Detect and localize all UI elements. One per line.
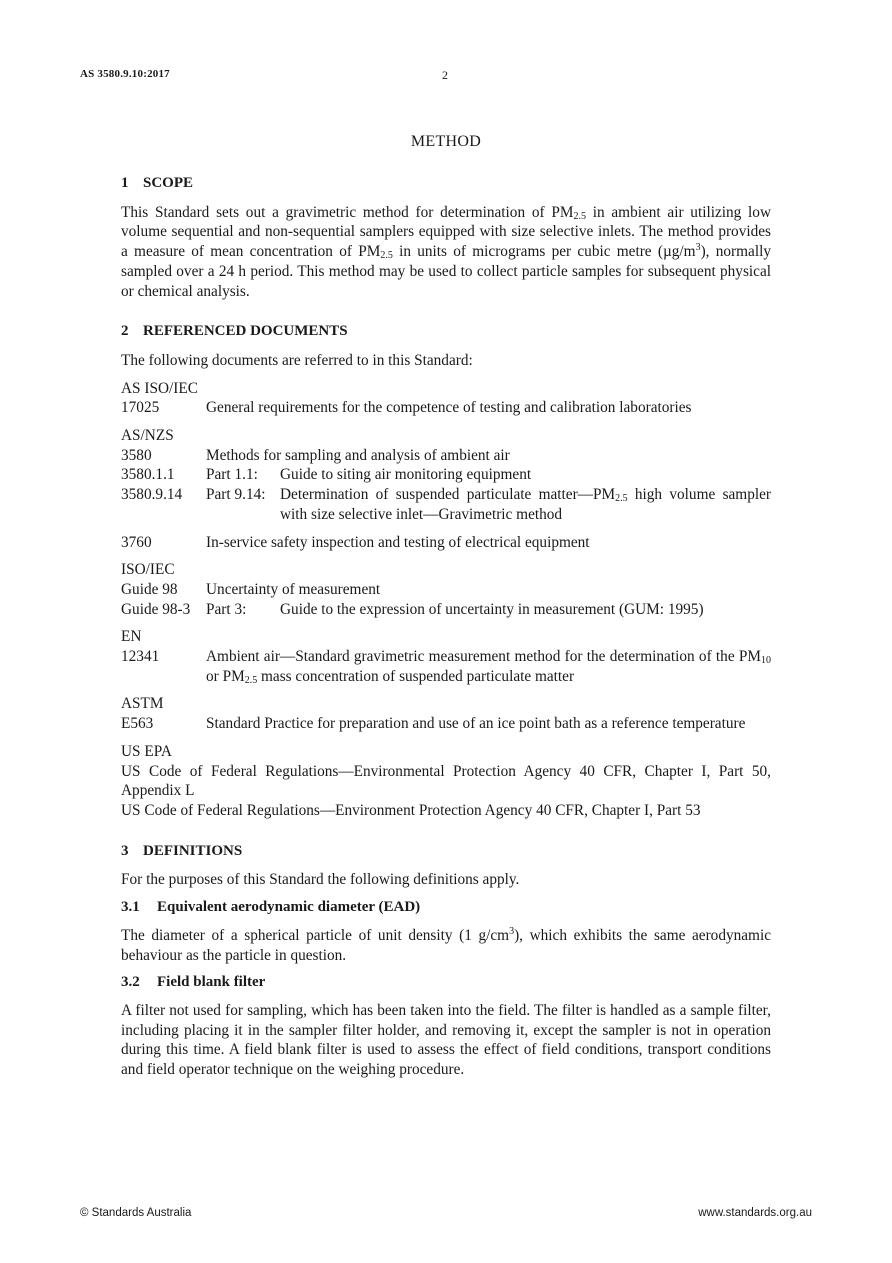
header-document-id: AS 3580.9.10:2017	[80, 68, 170, 80]
reference-entry	[121, 600, 771, 620]
reference-group-astm	[121, 694, 771, 733]
reference-group-us-epa	[121, 742, 771, 821]
reference-code: Guide 98	[121, 580, 178, 598]
reference-group-as-nzs	[121, 426, 771, 525]
scope-paragraph: This Standard sets out a gravimetric method for determination of $PM_{2.5}$ in ambient air utilizing low volume sequential and non-sequential samplers equipped with size selective inlets. The method provides a measure of mean concentration of $PM_{2.5}$ in units of micrograms per cubic metre $(\mu g/m^3)$, normally sampled over a 24 h period. This method may be used to collect particle samples for subsequent physical or chemical analysis.	[121, 203, 771, 300]
reference-organization: ASTM	[121, 695, 164, 713]
reference-group-iso-iec	[121, 560, 771, 619]
reference-organization: EN	[121, 628, 142, 646]
footer-copyright: © Standards Australia	[80, 1207, 192, 1219]
section-title: DEFINITIONS	[143, 842, 243, 859]
reference-line: US Code of Federal Regulations—Environment Protection Agency 40 CFR, Chapter I, Part 53	[121, 801, 701, 819]
reference-title: Methods for sampling and analysis of ambient air	[206, 446, 510, 464]
reference-code: 17025	[121, 399, 160, 417]
definition-term: Field blank filter	[157, 974, 266, 991]
definition-number: 3.2	[121, 974, 140, 991]
definition-text-ead: The diameter of a spherical particle of unit density (1 $g/cm^3$), which exhibits the same aerodynamic behaviour as the particle in question.	[121, 925, 771, 964]
section-heading-scope	[121, 174, 771, 194]
reference-organization: AS ISO/IEC	[121, 379, 198, 397]
document-body	[121, 174, 771, 1080]
references-intro: The following documents are referred to in this Standard:	[121, 351, 473, 369]
reference-title: Guide to siting air monitoring equipment	[280, 466, 532, 484]
reference-entry	[121, 446, 771, 466]
reference-entry	[121, 533, 771, 553]
reference-entry	[121, 398, 771, 418]
reference-organization: AS/NZS	[121, 427, 174, 445]
section-title: REFERENCED DOCUMENTS	[143, 323, 348, 340]
reference-entry	[121, 647, 771, 686]
reference-code: E563	[121, 715, 154, 733]
reference-line: US Code of Federal Regulations—Environmental Protection Agency 40 CFR, Chapter I, Part 50, Appendix L	[121, 762, 771, 800]
reference-entry	[121, 465, 771, 485]
reference-title: Ambient air—Standard gravimetric measurement method for the determination of the $PM_{10}$ or $PM_{2.5}$ mass concentration of suspended particulate matter	[206, 648, 771, 686]
reference-group-as-iso-iec	[121, 379, 771, 418]
reference-code: 3580	[121, 446, 152, 464]
reference-group-3760	[121, 533, 771, 553]
reference-title: Determination of suspended particulate $matter—PM_{2.5}$ high volume sampler with size selective inlet—Gravimetric method	[280, 486, 771, 523]
section-number: 2	[121, 323, 129, 340]
reference-title: In-service safety inspection and testing of electrical equipment	[206, 533, 590, 551]
header-page-number: 2	[442, 68, 448, 82]
reference-group-en	[121, 627, 771, 686]
section-number: 1	[121, 175, 129, 191]
definition-heading-ead	[121, 898, 771, 918]
reference-code: 3580.9.14	[121, 486, 183, 504]
reference-entry	[121, 714, 771, 734]
reference-title: General requirements for the competence of testing and calibration laboratories	[206, 399, 692, 417]
reference-code: 3580.1.1	[121, 466, 175, 484]
reference-code: 12341	[121, 648, 160, 666]
reference-entry	[121, 485, 771, 524]
reference-title: Uncertainty of measurement	[206, 580, 381, 598]
reference-organization: US EPA	[121, 742, 172, 760]
definition-number: 3.1	[121, 899, 140, 916]
reference-part: Part 9.14:	[206, 486, 266, 504]
section-number: 3	[121, 842, 129, 859]
reference-entry	[121, 580, 771, 600]
reference-part: Part 1.1:	[206, 466, 258, 484]
definition-text-field-blank-filter: A filter not used for sampling, which has been taken into the field. The filter is handled as a sample filter, including placing it in the sampler filter holder, and removing it, except the sampler is not in operation during this time. A field blank filter is used to assess the effect of field conditions, transport conditions and field operator technique on the weighing procedure.	[121, 1001, 771, 1079]
reference-title: Guide to the expression of uncertainty in measurement (GUM: 1995)	[280, 600, 704, 618]
reference-part: Part 3:	[206, 600, 247, 618]
reference-title: Standard Practice for preparation and use of an ice point bath as a reference temperature	[206, 715, 746, 733]
section-title: SCOPE	[143, 175, 194, 191]
definition-heading-field-blank-filter	[121, 973, 771, 993]
definition-term: Equivalent aerodynamic diameter (EAD)	[157, 899, 421, 916]
section-heading-definitions	[121, 842, 771, 862]
page-title: METHOD	[410, 133, 482, 150]
reference-code: Guide 98-3	[121, 600, 191, 618]
footer-website-link[interactable]: www.standards.org.au	[698, 1207, 812, 1219]
section-heading-referenced-documents	[121, 322, 771, 342]
reference-code: 3760	[121, 533, 152, 551]
definitions-intro: For the purposes of this Standard the following definitions apply.	[121, 871, 520, 889]
reference-organization: ISO/IEC	[121, 561, 175, 579]
